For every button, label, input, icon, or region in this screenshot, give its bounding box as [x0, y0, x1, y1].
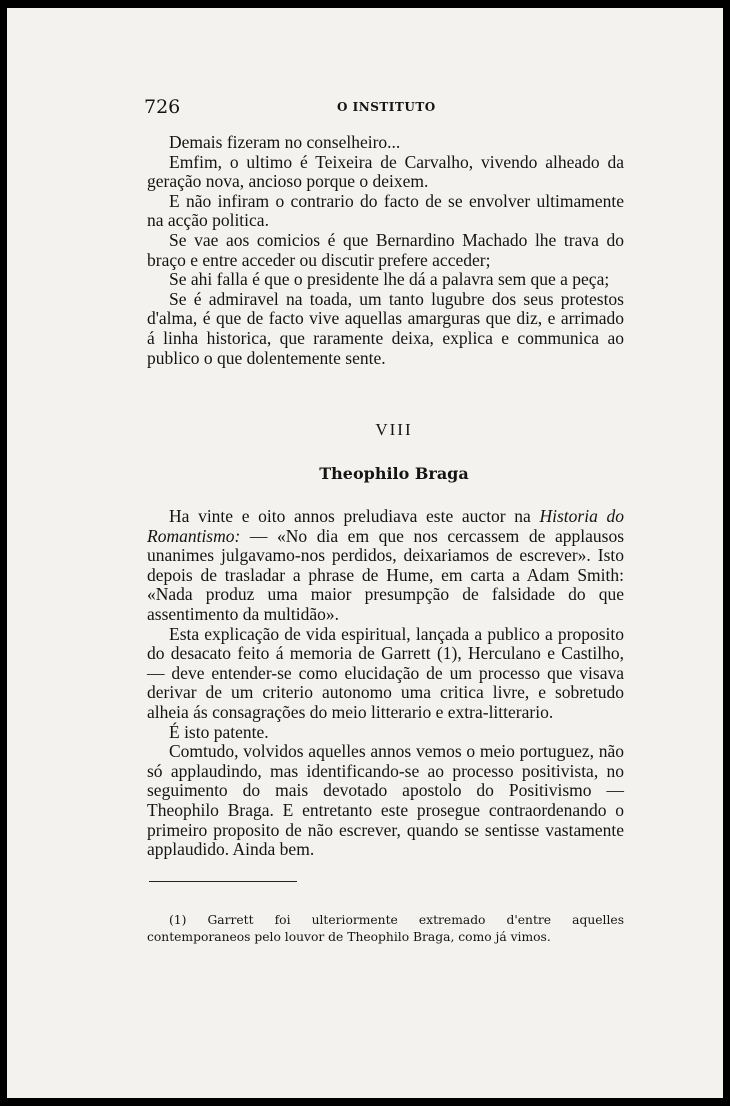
paragraph: Se ahi falla é que o presidente lhe dá a palavra sem que a peça; [169, 269, 610, 290]
book-page [7, 8, 723, 1098]
paragraph: Esta explicação de vida espiritual, lançada a publico a proposito do desacato feito á memoria de Garrett (1), Herculano e Castilho, — deve entender-se como elucidação de um processo que visava derivar de um criterio autonomo uma critica livre, e sobretudo alheia ás consagrações do meio litterario e extra-litterario. [147, 623, 624, 722]
paragraph: E não infiram o contrario do facto de se envolver ultimamente na acção politica. [147, 190, 624, 231]
paragraph-text: Ha vinte e oito annos preludiava este auctor na [169, 506, 540, 526]
paragraph: Se é admiravel na toada, um tanto lugubre dos seus protestos d'alma, é que de facto vive aquellas amarguras que diz, e arrimado á linha historica, que raramente deixa, explica e communica ao publico o que dolentemente sente. [147, 288, 624, 368]
text-block-section [147, 507, 624, 860]
paragraph: É isto patente. [169, 721, 269, 742]
paragraph-text: — «No dia em que nos cercassem de applausos unanimes julgavamo-nos perdidos, deixariamos de escrever». Isto depois de trasladar a phrase de Hume, em carta a Adam Smith: «Nada produz uma maior presumpção de falsidade do que assentimento da multidão». [147, 525, 624, 624]
text-block-top [147, 133, 624, 368]
book-title-italic: Historia do Romantismo: [147, 506, 624, 546]
paragraph: Se vae aos comicios é que Bernardino Machado lhe trava do braço e entre acceder ou discutir prefere acceder; [147, 229, 624, 270]
footnote-text: (1) Garrett foi ulteriormente extremado d'entre aquelles contemporaneos pelo louvor de Theophilo Braga, como já vimos. [147, 913, 624, 944]
footnote-divider [149, 881, 297, 882]
paragraph: Demais fizeram no conselheiro... [169, 132, 401, 152]
page-number: 726 [144, 96, 181, 118]
paragraph: Emfim, o ultimo é Teixeira de Carvalho, vivendo alheado da geração nova, ancioso porque o deixem. [147, 151, 624, 192]
footnote [147, 912, 624, 945]
section-title: Theophilo Braga [319, 464, 469, 483]
running-title: O INSTITUTO [337, 100, 436, 114]
paragraph: Comtudo, volvidos aquelles annos vemos o meio portuguez, não só applaudindo, mas identificando-se ao processo positivista, no seguimento do mais devotado apostolo do Positivismo — Theophilo Braga. E entretanto este prosegue contraordenando o primeiro proposito de não escrever, quando se sentisse vastamente applaudido. Ainda bem. [147, 741, 624, 860]
paragraph [147, 507, 624, 625]
section-number: VIII [375, 420, 413, 439]
